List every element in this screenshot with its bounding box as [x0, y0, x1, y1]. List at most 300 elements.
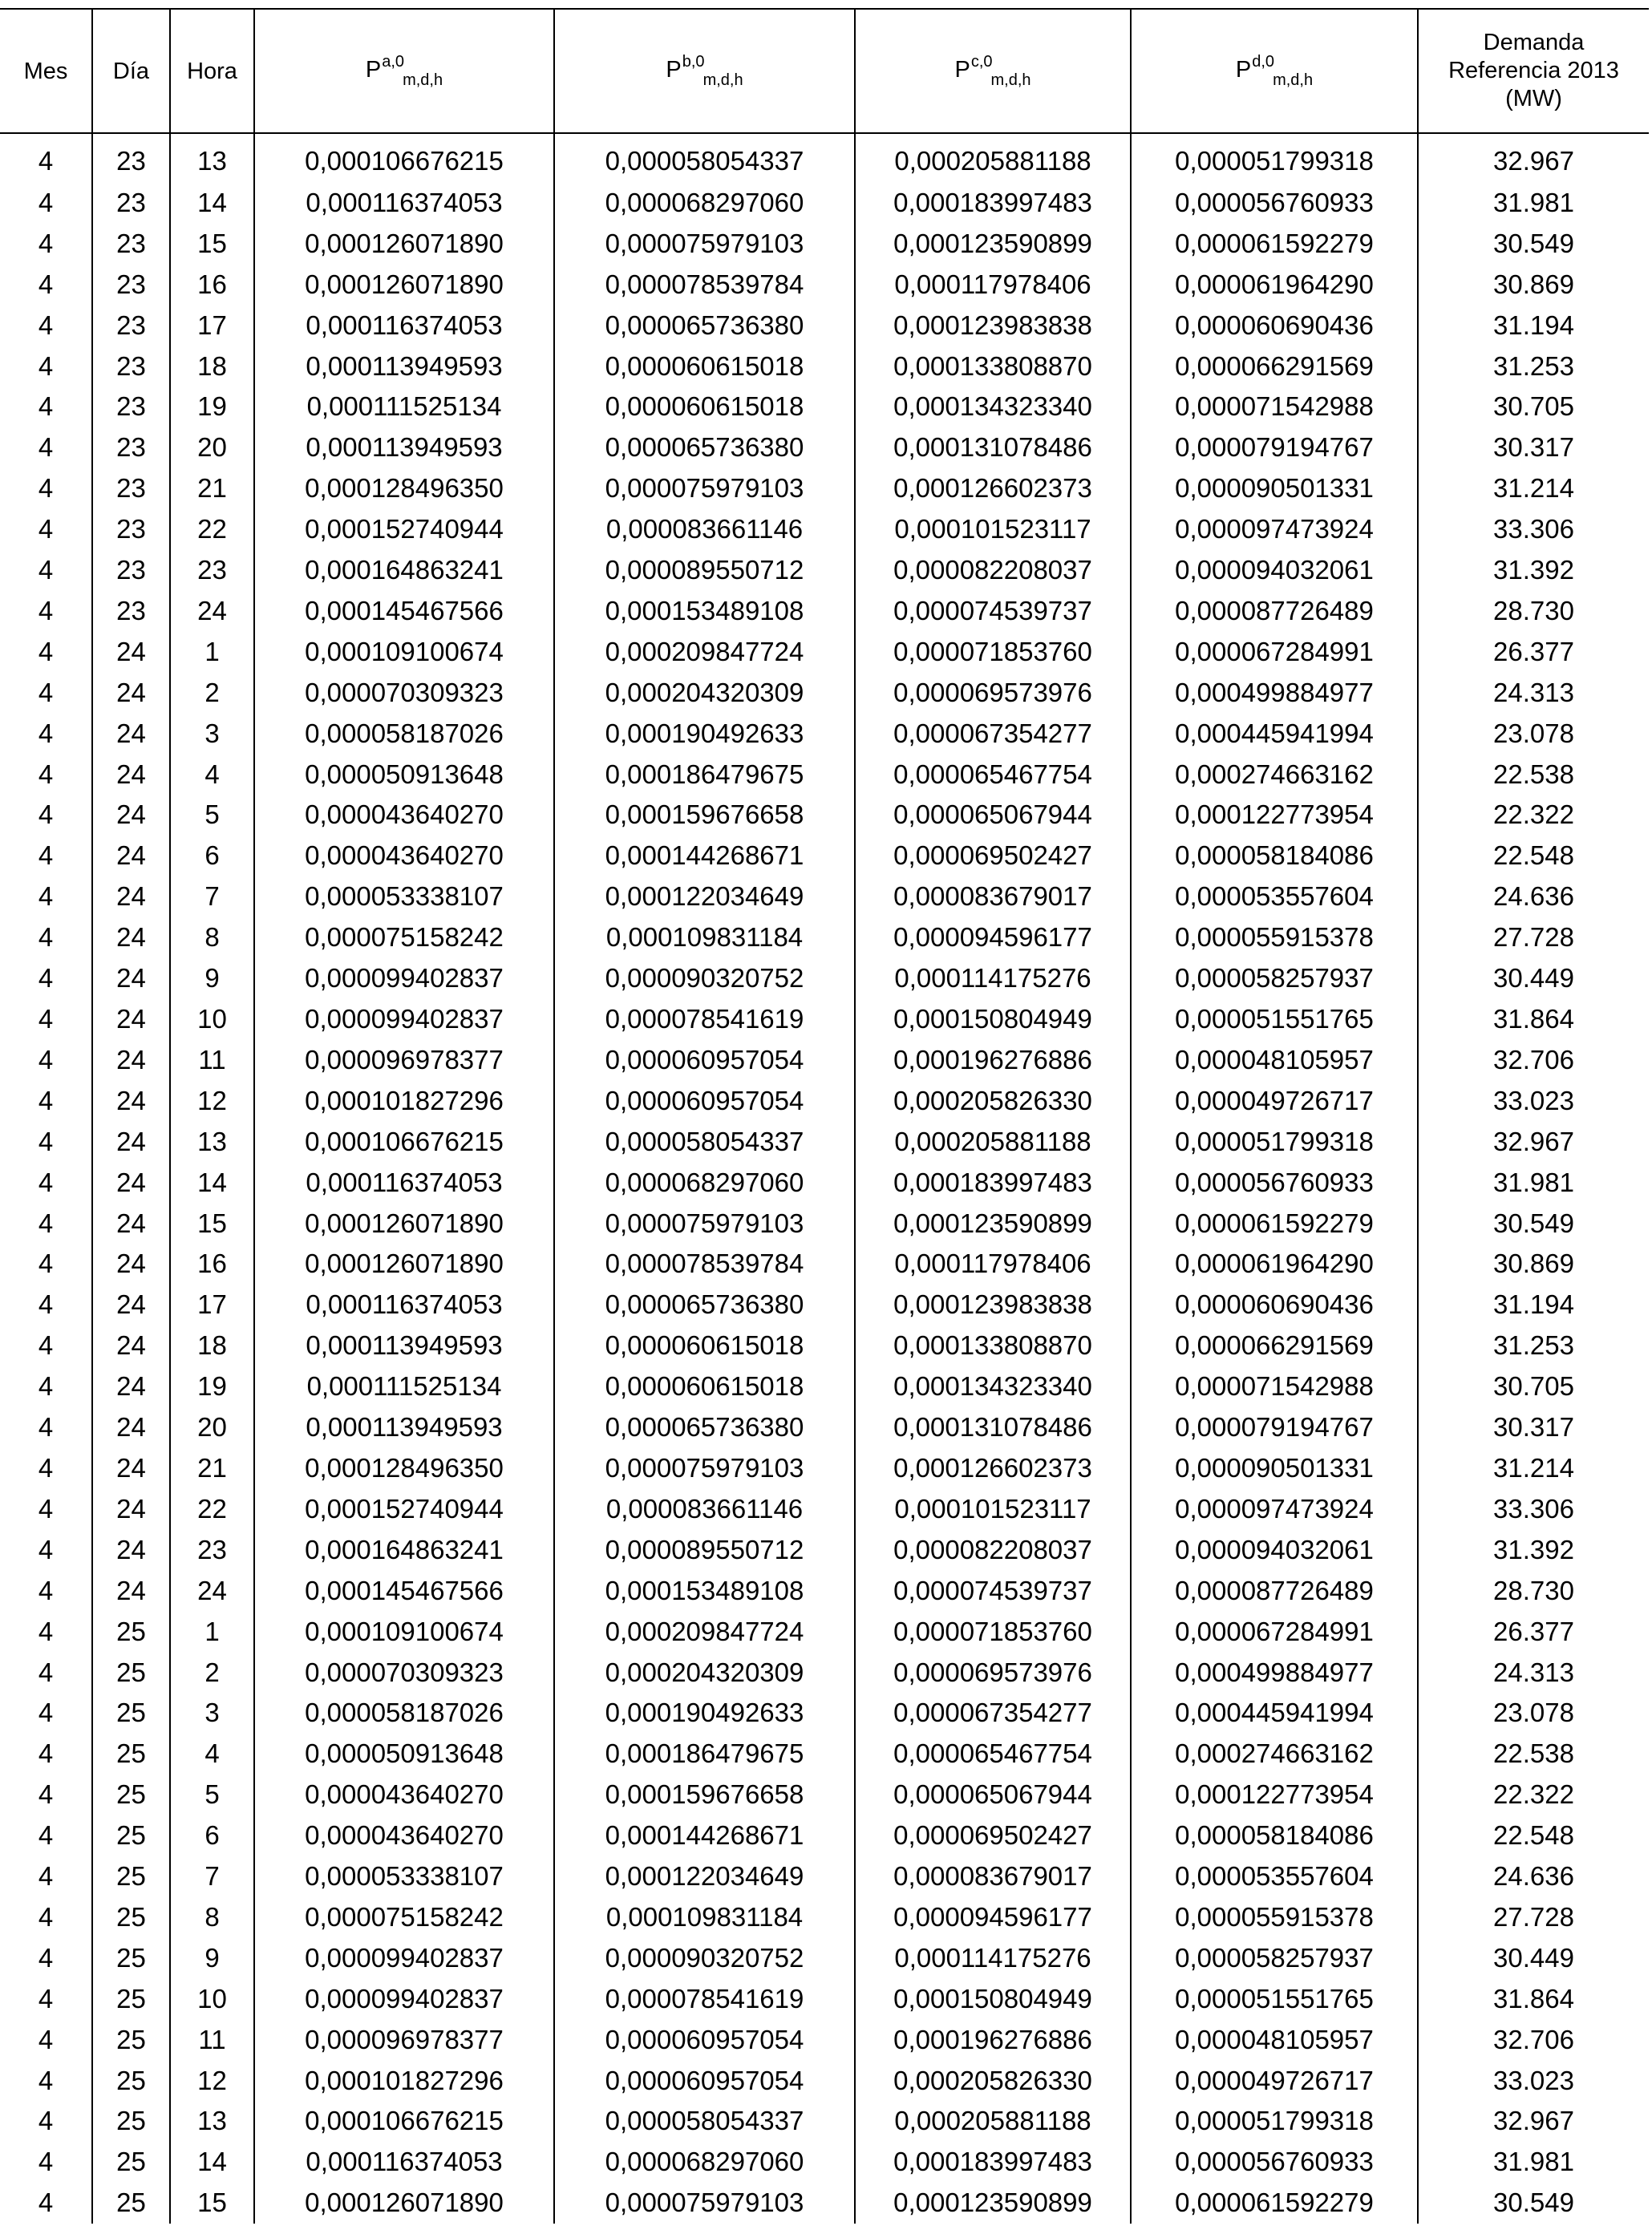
cell-mes: 4	[38, 1167, 54, 1197]
cell-dia: 23	[92, 509, 170, 550]
cell-demanda: 31.253	[1418, 1325, 1649, 1366]
header-pb-sup: b,0	[682, 53, 705, 71]
cell-pa: 0,000043640270	[254, 795, 554, 836]
demand-profile-table	[0, 8, 1649, 2224]
cell-pc: 0,000134323340	[855, 1366, 1131, 1407]
header-demanda-line1: Demanda	[1483, 30, 1585, 55]
table-row	[0, 2142, 1649, 2183]
cell-pd: 0,000049726717	[1131, 1081, 1418, 1122]
cell-demanda: 30.317	[1418, 427, 1649, 468]
cell-pd: 0,000445941994	[1131, 714, 1418, 755]
table-row	[0, 755, 1649, 795]
cell-pb: 0,000065736380	[554, 1285, 855, 1325]
header-pc	[855, 9, 1131, 133]
cell-demanda: 30.869	[1418, 1244, 1649, 1285]
cell-pc: 0,000114175276	[855, 958, 1131, 999]
cell-pc: 0,000067354277	[855, 714, 1131, 755]
table-row	[0, 836, 1649, 876]
table-row	[0, 1448, 1649, 1489]
table-row	[0, 1122, 1649, 1163]
cell-dia: 23	[92, 550, 170, 591]
table-row	[0, 387, 1649, 427]
cell-pd: 0,000274663162	[1131, 755, 1418, 795]
table-row	[0, 468, 1649, 509]
cell-pd: 0,000049726717	[1131, 2061, 1418, 2102]
cell-hora: 11	[170, 1040, 254, 1081]
cell-pc: 0,000205881188	[855, 133, 1131, 183]
header-pc-base: P	[954, 57, 970, 83]
cell-pa: 0,000126071890	[254, 224, 554, 265]
cell-hora: 1	[170, 632, 254, 673]
cell-pc: 0,000150804949	[855, 999, 1131, 1040]
cell-demanda: 33.306	[1418, 1489, 1649, 1530]
cell-mes: 4	[38, 187, 54, 217]
cell-pa: 0,000101827296	[254, 1081, 554, 1122]
cell-pb: 0,000060615018	[554, 1325, 855, 1366]
cell-pc: 0,000074539737	[855, 1571, 1131, 1612]
cell-mes: 4	[38, 636, 54, 666]
cell-demanda: 23.078	[1418, 1693, 1649, 1734]
cell-pc: 0,000205826330	[855, 2061, 1131, 2102]
cell-pd: 0,000090501331	[1131, 1448, 1418, 1489]
cell-mes: 4	[38, 310, 54, 340]
cell-demanda: 30.705	[1418, 1366, 1649, 1407]
cell-demanda: 30.449	[1418, 1938, 1649, 1979]
cell-pa: 0,000101827296	[254, 2061, 554, 2102]
table-row	[0, 346, 1649, 387]
cell-dia: 25	[92, 1693, 170, 1734]
table-row	[0, 673, 1649, 714]
table-row	[0, 1244, 1649, 1285]
cell-pc: 0,000071853760	[855, 1612, 1131, 1653]
cell-pd: 0,000051799318	[1131, 133, 1418, 183]
cell-dia: 23	[92, 346, 170, 387]
cell-mes: 4	[38, 1983, 54, 2014]
cell-pb: 0,000144268671	[554, 1815, 855, 1856]
cell-mes: 4	[38, 1044, 54, 1075]
cell-hora: 9	[170, 958, 254, 999]
cell-pd: 0,000051551765	[1131, 999, 1418, 1040]
cell-mes: 4	[38, 1657, 54, 1687]
cell-pb: 0,000109831184	[554, 1897, 855, 1938]
cell-pc: 0,000131078486	[855, 427, 1131, 468]
cell-pb: 0,000065736380	[554, 427, 855, 468]
cell-pc: 0,000069502427	[855, 836, 1131, 876]
cell-pb: 0,000078539784	[554, 265, 855, 306]
cell-pc: 0,000082208037	[855, 1530, 1131, 1571]
cell-pa: 0,000099402837	[254, 958, 554, 999]
cell-hora: 2	[170, 1653, 254, 1694]
cell-pc: 0,000094596177	[855, 917, 1131, 958]
cell-demanda: 32.967	[1418, 1122, 1649, 1163]
cell-pb: 0,000186479675	[554, 755, 855, 795]
cell-mes: 4	[38, 1004, 54, 1034]
cell-mes: 4	[38, 2147, 54, 2177]
cell-mes: 4	[38, 1208, 54, 1238]
cell-demanda: 30.317	[1418, 1407, 1649, 1448]
cell-pc: 0,000123983838	[855, 306, 1131, 346]
cell-pb: 0,000060957054	[554, 2061, 855, 2102]
cell-pa: 0,000164863241	[254, 1530, 554, 1571]
cell-dia: 25	[92, 1979, 170, 2020]
cell-hora: 5	[170, 1775, 254, 1815]
cell-demanda: 32.706	[1418, 1040, 1649, 1081]
cell-dia: 24	[92, 1285, 170, 1325]
cell-mes: 4	[38, 1493, 54, 1524]
cell-hora: 23	[170, 550, 254, 591]
cell-pa: 0,000106676215	[254, 133, 554, 183]
cell-pa: 0,000043640270	[254, 1775, 554, 1815]
cell-dia: 25	[92, 1897, 170, 1938]
cell-pd: 0,000053557604	[1131, 1856, 1418, 1897]
cell-pd: 0,000071542988	[1131, 1366, 1418, 1407]
cell-dia: 24	[92, 1530, 170, 1571]
cell-dia: 24	[92, 1163, 170, 1204]
cell-pc: 0,000133808870	[855, 1325, 1131, 1366]
cell-demanda: 30.549	[1418, 2183, 1649, 2224]
cell-pc: 0,000183997483	[855, 2142, 1131, 2183]
cell-pa: 0,000126071890	[254, 265, 554, 306]
table-row	[0, 1285, 1649, 1325]
cell-mes: 4	[38, 1616, 54, 1646]
cell-hora: 19	[170, 1366, 254, 1407]
table-row	[0, 2020, 1649, 2061]
cell-pc: 0,000131078486	[855, 1407, 1131, 1448]
header-pc-sub: m,d,h	[990, 71, 1031, 89]
cell-dia: 24	[92, 958, 170, 999]
cell-hora: 22	[170, 509, 254, 550]
table-row	[0, 427, 1649, 468]
cell-pa: 0,000145467566	[254, 591, 554, 632]
cell-dia: 23	[92, 183, 170, 224]
cell-pa: 0,000096978377	[254, 1040, 554, 1081]
table-row	[0, 591, 1649, 632]
cell-hora: 3	[170, 1693, 254, 1734]
cell-pa: 0,000126071890	[254, 1204, 554, 1245]
cell-mes: 4	[38, 1330, 54, 1361]
cell-pb: 0,000060957054	[554, 2020, 855, 2061]
cell-dia: 25	[92, 1815, 170, 1856]
cell-pd: 0,000090501331	[1131, 468, 1418, 509]
cell-pb: 0,000075979103	[554, 224, 855, 265]
table-row	[0, 1938, 1649, 1979]
cell-mes: 4	[38, 595, 54, 625]
cell-pb: 0,000089550712	[554, 550, 855, 591]
cell-pc: 0,000094596177	[855, 1897, 1131, 1938]
cell-pa: 0,000152740944	[254, 1489, 554, 1530]
cell-pd: 0,000499884977	[1131, 1653, 1418, 1694]
cell-hora: 24	[170, 1571, 254, 1612]
cell-pd: 0,000048105957	[1131, 2020, 1418, 2061]
cell-pc: 0,000117978406	[855, 265, 1131, 306]
cell-hora: 14	[170, 1163, 254, 1204]
cell-pa: 0,000116374053	[254, 1285, 554, 1325]
header-pa-sup: a,0	[382, 53, 405, 71]
cell-pb: 0,000083661146	[554, 1489, 855, 1530]
cell-pb: 0,000122034649	[554, 1856, 855, 1897]
cell-demanda: 31.194	[1418, 306, 1649, 346]
table-row	[0, 1734, 1649, 1775]
cell-pc: 0,000082208037	[855, 550, 1131, 591]
cell-pd: 0,000097473924	[1131, 509, 1418, 550]
cell-hora: 8	[170, 1897, 254, 1938]
cell-demanda: 27.728	[1418, 917, 1649, 958]
table-row	[0, 306, 1649, 346]
cell-pb: 0,000083661146	[554, 509, 855, 550]
cell-pd: 0,000058257937	[1131, 958, 1418, 999]
cell-pb: 0,000204320309	[554, 673, 855, 714]
header-pb-sub: m,d,h	[703, 71, 743, 89]
table-row	[0, 1163, 1649, 1204]
cell-mes: 4	[38, 514, 54, 544]
cell-pa: 0,000070309323	[254, 1653, 554, 1694]
cell-pb: 0,000159676658	[554, 795, 855, 836]
cell-dia: 25	[92, 1938, 170, 1979]
table-row	[0, 1897, 1649, 1938]
cell-mes: 4	[38, 922, 54, 953]
header-hora: Hora	[170, 9, 254, 133]
cell-mes: 4	[38, 391, 54, 422]
cell-pa: 0,000099402837	[254, 999, 554, 1040]
cell-dia: 25	[92, 1775, 170, 1815]
cell-pb: 0,000153489108	[554, 591, 855, 632]
cell-pb: 0,000078539784	[554, 1244, 855, 1285]
cell-demanda: 31.981	[1418, 1163, 1649, 1204]
cell-pa: 0,000152740944	[254, 509, 554, 550]
cell-dia: 24	[92, 1204, 170, 1245]
cell-dia: 24	[92, 1122, 170, 1163]
cell-pa: 0,000113949593	[254, 427, 554, 468]
cell-pd: 0,000087726489	[1131, 1571, 1418, 1612]
cell-pa: 0,000070309323	[254, 673, 554, 714]
cell-pc: 0,000196276886	[855, 2020, 1131, 2061]
cell-mes: 4	[38, 2024, 54, 2054]
cell-dia: 24	[92, 1081, 170, 1122]
cell-demanda: 22.322	[1418, 1775, 1649, 1815]
cell-mes: 4	[38, 799, 54, 830]
cell-mes: 4	[38, 146, 54, 176]
cell-hora: 14	[170, 2142, 254, 2183]
cell-pd: 0,000061592279	[1131, 224, 1418, 265]
cell-pc: 0,000205881188	[855, 2101, 1131, 2142]
cell-mes: 4	[38, 2065, 54, 2095]
table-row	[0, 714, 1649, 755]
table-row	[0, 183, 1649, 224]
cell-demanda: 22.548	[1418, 836, 1649, 876]
cell-pd: 0,000445941994	[1131, 1693, 1418, 1734]
cell-pb: 0,000078541619	[554, 999, 855, 1040]
cell-hora: 11	[170, 2020, 254, 2061]
cell-demanda: 31.194	[1418, 1285, 1649, 1325]
table-row	[0, 1081, 1649, 1122]
cell-pa: 0,000128496350	[254, 468, 554, 509]
cell-pd: 0,000094032061	[1131, 1530, 1418, 1571]
cell-pb: 0,000065736380	[554, 306, 855, 346]
cell-pa: 0,000053338107	[254, 876, 554, 917]
cell-mes: 4	[38, 1249, 54, 1279]
cell-pa: 0,000116374053	[254, 2142, 554, 2183]
cell-pd: 0,000051799318	[1131, 2101, 1418, 2142]
cell-pb: 0,000060615018	[554, 387, 855, 427]
cell-dia: 25	[92, 2142, 170, 2183]
cell-pa: 0,000109100674	[254, 632, 554, 673]
header-pd-sup: d,0	[1252, 53, 1275, 71]
cell-dia: 24	[92, 1489, 170, 1530]
table-row	[0, 1856, 1649, 1897]
cell-pd: 0,000061592279	[1131, 2183, 1418, 2224]
cell-pb: 0,000075979103	[554, 1204, 855, 1245]
table-row	[0, 999, 1649, 1040]
cell-hora: 13	[170, 2101, 254, 2142]
cell-hora: 6	[170, 836, 254, 876]
cell-pc: 0,000069573976	[855, 1653, 1131, 1694]
cell-pa: 0,000116374053	[254, 306, 554, 346]
cell-pd: 0,000122773954	[1131, 795, 1418, 836]
cell-dia: 24	[92, 1571, 170, 1612]
cell-demanda: 31.392	[1418, 1530, 1649, 1571]
cell-hora: 23	[170, 1530, 254, 1571]
cell-pb: 0,000190492633	[554, 714, 855, 755]
table-row	[0, 795, 1649, 836]
header-pa	[254, 9, 554, 133]
cell-demanda: 30.869	[1418, 265, 1649, 306]
cell-hora: 24	[170, 591, 254, 632]
cell-dia: 24	[92, 1244, 170, 1285]
cell-demanda: 32.706	[1418, 2020, 1649, 2061]
header-pd-base: P	[1235, 57, 1252, 83]
cell-dia: 25	[92, 1653, 170, 1694]
cell-mes: 4	[38, 1738, 54, 1769]
cell-hora: 17	[170, 306, 254, 346]
cell-pc: 0,000126602373	[855, 1448, 1131, 1489]
cell-pc: 0,000150804949	[855, 1979, 1131, 2020]
cell-hora: 4	[170, 1734, 254, 1775]
cell-dia: 25	[92, 1734, 170, 1775]
cell-pa: 0,000096978377	[254, 2020, 554, 2061]
cell-pc: 0,000071853760	[855, 632, 1131, 673]
cell-pd: 0,000051551765	[1131, 1979, 1418, 2020]
table-row	[0, 2101, 1649, 2142]
cell-pa: 0,000053338107	[254, 1856, 554, 1897]
cell-mes: 4	[38, 759, 54, 789]
cell-dia: 24	[92, 1407, 170, 1448]
cell-pd: 0,000061964290	[1131, 1244, 1418, 1285]
cell-demanda: 30.705	[1418, 387, 1649, 427]
table-body	[0, 133, 1649, 2224]
cell-mes: 4	[38, 1575, 54, 1605]
cell-pb: 0,000153489108	[554, 1571, 855, 1612]
cell-demanda: 33.023	[1418, 1081, 1649, 1122]
cell-pc: 0,000083679017	[855, 1856, 1131, 1897]
cell-pb: 0,000186479675	[554, 1734, 855, 1775]
cell-mes: 4	[38, 881, 54, 912]
cell-hora: 14	[170, 183, 254, 224]
cell-pd: 0,000061964290	[1131, 265, 1418, 306]
cell-mes: 4	[38, 840, 54, 871]
cell-dia: 24	[92, 673, 170, 714]
cell-hora: 15	[170, 2183, 254, 2224]
cell-dia: 23	[92, 591, 170, 632]
cell-pc: 0,000069502427	[855, 1815, 1131, 1856]
cell-pb: 0,000058054337	[554, 2101, 855, 2142]
cell-pb: 0,000144268671	[554, 836, 855, 876]
cell-mes: 4	[38, 350, 54, 381]
cell-dia: 24	[92, 755, 170, 795]
table-row	[0, 1775, 1649, 1815]
cell-demanda: 24.313	[1418, 1653, 1649, 1694]
cell-dia: 24	[92, 1325, 170, 1366]
cell-pd: 0,000061592279	[1131, 1204, 1418, 1245]
cell-pc: 0,000126602373	[855, 468, 1131, 509]
cell-demanda: 24.313	[1418, 673, 1649, 714]
header-pb	[554, 9, 855, 133]
cell-pa: 0,000058187026	[254, 1693, 554, 1734]
header-pa-sub: m,d,h	[403, 71, 443, 89]
cell-hora: 18	[170, 346, 254, 387]
cell-pb: 0,000078541619	[554, 1979, 855, 2020]
cell-pc: 0,000133808870	[855, 346, 1131, 387]
cell-hora: 3	[170, 714, 254, 755]
cell-pc: 0,000123983838	[855, 1285, 1131, 1325]
cell-dia: 23	[92, 133, 170, 183]
cell-pb: 0,000068297060	[554, 183, 855, 224]
cell-mes: 4	[38, 677, 54, 707]
cell-demanda: 27.728	[1418, 1897, 1649, 1938]
cell-pa: 0,000075158242	[254, 1897, 554, 1938]
cell-mes: 4	[38, 2106, 54, 2136]
cell-pd: 0,000087726489	[1131, 591, 1418, 632]
cell-pb: 0,000075979103	[554, 1448, 855, 1489]
cell-pc: 0,000183997483	[855, 1163, 1131, 1204]
cell-dia: 24	[92, 836, 170, 876]
table-row	[0, 1571, 1649, 1612]
cell-pc: 0,000205881188	[855, 1122, 1131, 1163]
cell-pd: 0,000097473924	[1131, 1489, 1418, 1530]
cell-hora: 13	[170, 133, 254, 183]
header-mes: Mes	[0, 9, 92, 133]
header-pc-sup: c,0	[970, 53, 993, 71]
cell-hora: 15	[170, 224, 254, 265]
cell-dia: 25	[92, 2183, 170, 2224]
cell-dia: 24	[92, 999, 170, 1040]
cell-demanda: 31.392	[1418, 550, 1649, 591]
cell-pd: 0,000066291569	[1131, 346, 1418, 387]
cell-pa: 0,000075158242	[254, 917, 554, 958]
table-row	[0, 550, 1649, 591]
cell-pd: 0,000058184086	[1131, 1815, 1418, 1856]
header-pb-base: P	[666, 57, 682, 83]
cell-dia: 23	[92, 306, 170, 346]
cell-demanda: 31.864	[1418, 999, 1649, 1040]
cell-pc: 0,000123590899	[855, 224, 1131, 265]
cell-pc: 0,000067354277	[855, 1693, 1131, 1734]
cell-pd: 0,000055915378	[1131, 1897, 1418, 1938]
cell-pc: 0,000069573976	[855, 673, 1131, 714]
cell-pa: 0,000099402837	[254, 1979, 554, 2020]
cell-pc: 0,000114175276	[855, 1938, 1131, 1979]
cell-pd: 0,000058257937	[1131, 1938, 1418, 1979]
cell-pc: 0,000183997483	[855, 183, 1131, 224]
cell-pb: 0,000060957054	[554, 1081, 855, 1122]
cell-pb: 0,000068297060	[554, 1163, 855, 1204]
cell-pa: 0,000058187026	[254, 714, 554, 755]
cell-pa: 0,000043640270	[254, 1815, 554, 1856]
cell-pd: 0,000066291569	[1131, 1325, 1418, 1366]
cell-pd: 0,000094032061	[1131, 550, 1418, 591]
cell-dia: 25	[92, 2101, 170, 2142]
cell-pb: 0,000090320752	[554, 958, 855, 999]
table-row	[0, 1204, 1649, 1245]
